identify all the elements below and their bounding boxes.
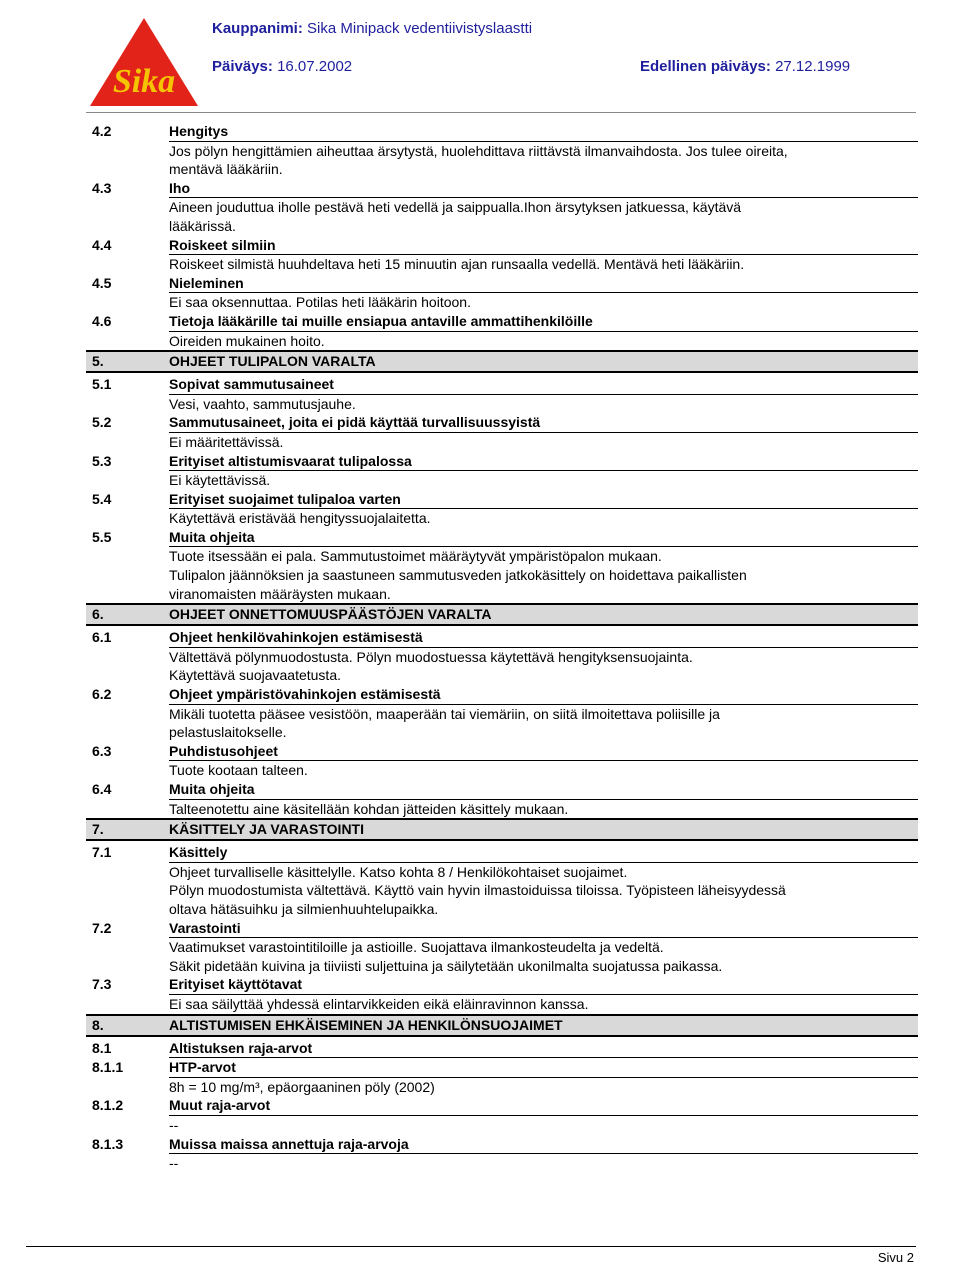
section-title: KÄSITTELY JA VARASTOINTI [169,821,364,838]
body-text: Vältettävä pölynmuodostusta. Pölyn muodostuessa käytettävä hengityksensuojainta. [169,648,693,665]
body-text: Vaatimukset varastointitiloille ja astioille. Suojattava ilmankosteudelta ja vedeltä. [169,939,664,956]
subsection [92,1135,918,1173]
subsection [92,919,918,976]
section-heading [86,350,918,373]
previous-date-value: 27.12.1999 [775,58,851,75]
body-text: Ei määritettävissä. [169,433,284,450]
subsection-title: Nieleminen [169,274,918,294]
date [212,58,352,75]
section-number: 8. [92,1016,104,1033]
subsection [92,1039,918,1059]
footer-divider [26,1246,916,1247]
subsection-number: 5.2 [92,414,112,431]
subsection-number: 5.3 [92,452,112,469]
subsection-number: 6.4 [92,781,112,797]
subsection [92,375,918,413]
subsection-title: Iho [169,179,918,199]
body-text: -- [169,1116,179,1133]
subsection [92,628,918,685]
body-text: Vesi, vaahto, sammutusjauhe. [169,395,356,412]
section-title: ALTISTUMISEN EHKÄISEMINEN JA HENKILÖNSUOJAIMET [169,1016,563,1033]
subsection-number: 8.1 [92,1039,112,1056]
body-text: -- [169,1155,179,1172]
subsection [92,274,918,312]
body-text: Roiskeet silmistä huuhdeltava heti 15 minuutin ajan runsaalla vedellä. Mentävä heti lääkäriin. [169,256,745,273]
subsection-title: Sopivat sammutusaineet [169,375,918,395]
body-text: 8h = 10 mg/m³, epäorgaaninen pöly (2002) [169,1078,435,1095]
subsection-title: Erityiset käyttötavat [169,975,918,995]
body-text: Aineen jouduttua iholle pestävä heti vedellä ja saippualla.Ihon ärsytyksen jatkuessa, käytävä [169,199,742,216]
section-title: OHJEET ONNETTOMUUSPÄÄSTÖJEN VARALTA [169,606,492,623]
subsection-number: 4.2 [92,123,112,139]
subsection-title: Puhdistusohjeet [169,742,918,762]
section-title: OHJEET TULIPALON VARALTA [169,353,376,370]
body-text: Jos pölyn hengittämien aiheuttaa ärsytystä, huolehdittava riittävstä ilmanvaihdosta. Jos tulee oireita, [169,142,788,159]
subsection-title: Varastointi [169,919,918,939]
body-text: Tulipalon jäännöksien ja saastuneen sammutusveden jatkokäsittely on hoidettava paikallisten [169,567,747,584]
body-text: viranomaisten määräysten mukaan. [169,585,391,602]
subsection [92,780,918,818]
subsection-title: HTP-arvot [169,1058,918,1078]
subsection [92,1096,918,1134]
subsection-number: 8.1.1 [92,1059,124,1076]
subsection [92,1058,918,1096]
subsection-title: Muita ohjeita [169,528,918,548]
body-text: Ei käytettävissä. [169,472,271,489]
subsection-title: Altistuksen raja-arvot [169,1039,918,1059]
subsection-number: 7.1 [92,844,112,861]
subsection-title: Käsittely [169,843,918,863]
subsection [92,975,918,1013]
subsection-number: 8.1.2 [92,1097,124,1114]
section-number: 6. [92,606,104,623]
body-text: lääkärissä. [169,217,236,234]
subsection [92,528,918,603]
tradename [212,20,532,37]
subsection-title: Hengitys [169,122,918,142]
subsection-number: 6.3 [92,742,112,759]
tradename-value: Sika Minipack vedentiivistyslaastti [307,20,533,37]
sika-logo-icon [86,16,202,110]
subsection-number: 5.5 [92,528,112,545]
subsection-number: 7.2 [92,919,112,936]
body-text: Talteenotettu aine käsitellään kohdan jätteiden käsittely mukaan. [169,800,569,817]
subsection-title: Ohjeet ympäristövahinkojen estämisestä [169,685,918,705]
subsection [92,179,918,236]
subsection-number: 4.5 [92,274,112,291]
subsection-title: Muissa maissa annettuja raja-arvoja [169,1135,918,1155]
body-text: Käytettävä suojavaatetusta. [169,667,341,684]
previous-date-label: Edellinen päiväys: [640,58,771,75]
subsection [92,413,918,451]
section-number: 5. [92,353,104,370]
subsection [92,312,918,350]
section-heading [86,603,918,626]
subsection-number: 8.1.3 [92,1135,124,1152]
sika-logo [86,16,202,110]
subsection [92,490,918,528]
subsection-title: Ohjeet henkilövahinkojen estämisestä [169,628,918,648]
section-number: 7. [92,821,104,838]
body-text: Tuote kootaan talteen. [169,762,308,779]
body-text: Oireiden mukainen hoito. [169,332,325,349]
subsection [92,843,918,918]
subsection-title: Tietoja lääkärille tai muille ensiapua antaville ammattihenkilöille [169,312,918,332]
subsection-number: 7.3 [92,976,112,993]
subsection-number: 4.3 [92,179,112,196]
subsection-number: 5.1 [92,376,112,393]
page-number: Sivu 2 [877,1250,914,1265]
tradename-label: Kauppanimi: [212,20,303,37]
subsection [92,742,918,780]
body-text: Ei saa oksennuttaa. Potilas heti lääkärin hoitoon. [169,294,471,311]
subsection-number: 4.4 [92,236,112,253]
subsection-title: Roiskeet silmiin [169,236,918,256]
subsection [92,452,918,490]
svg-text:Sika: Sika [112,63,176,100]
body-text: Mikäli tuotetta pääsee vesistöön, maaperään tai viemäriin, on siitä ilmoitettava poliisille ja [169,705,720,722]
previous-date [640,58,850,75]
body-text: mentävä lääkäriin. [169,161,283,178]
body-text: Ohjeet turvalliselle käsittelylle. Katso kohta 8 / Henkilökohtaiset suojaimet. [169,863,628,880]
body-text: pelastuslaitokselle. [169,724,287,741]
body-text: Säkit pidetään kuivina ja tiiviisti suljettuina ja säilytetään ukonilmalta suojatussa paikassa. [169,957,723,974]
subsection [92,685,918,742]
document-body [92,122,918,1173]
subsection-title: Muita ohjeita [169,780,918,800]
section-heading [86,1014,918,1037]
subsection-number: 6.2 [92,686,112,703]
subsection-number: 5.4 [92,490,112,507]
header-divider [86,112,916,113]
subsection [92,236,918,274]
subsection-title: Sammutusaineet, joita ei pidä käyttää turvallisuussyistä [169,413,918,433]
body-text: Pölyn muodostumista vältettävä. Käyttö vain hyvin ilmastoiduissa tiloissa. Työpisteen läheisyydessä [169,882,786,899]
subsection-title: Erityiset altistumisvaarat tulipalossa [169,452,918,472]
subsection-title: Muut raja-arvot [169,1096,918,1116]
subsection [92,122,918,179]
body-text: oltava hätäsuihku ja silmienhuuhtelupaikka. [169,900,439,917]
subsection-title: Erityiset suojaimet tulipaloa varten [169,490,918,510]
subsection-number: 4.6 [92,312,112,329]
body-text: Tuote itsessään ei pala. Sammutustoimet määräytyvät ympäristöpalon mukaan. [169,548,662,565]
section-heading [86,818,918,841]
body-text: Käytettävä eristävää hengityssuojalaitetta. [169,510,431,527]
date-label: Päiväys: [212,58,273,75]
date-value: 16.07.2002 [277,58,353,75]
subsection-number: 6.1 [92,629,112,646]
body-text: Ei saa säilyttää yhdessä elintarvikkeiden eikä eläinravinnon kanssa. [169,995,589,1012]
